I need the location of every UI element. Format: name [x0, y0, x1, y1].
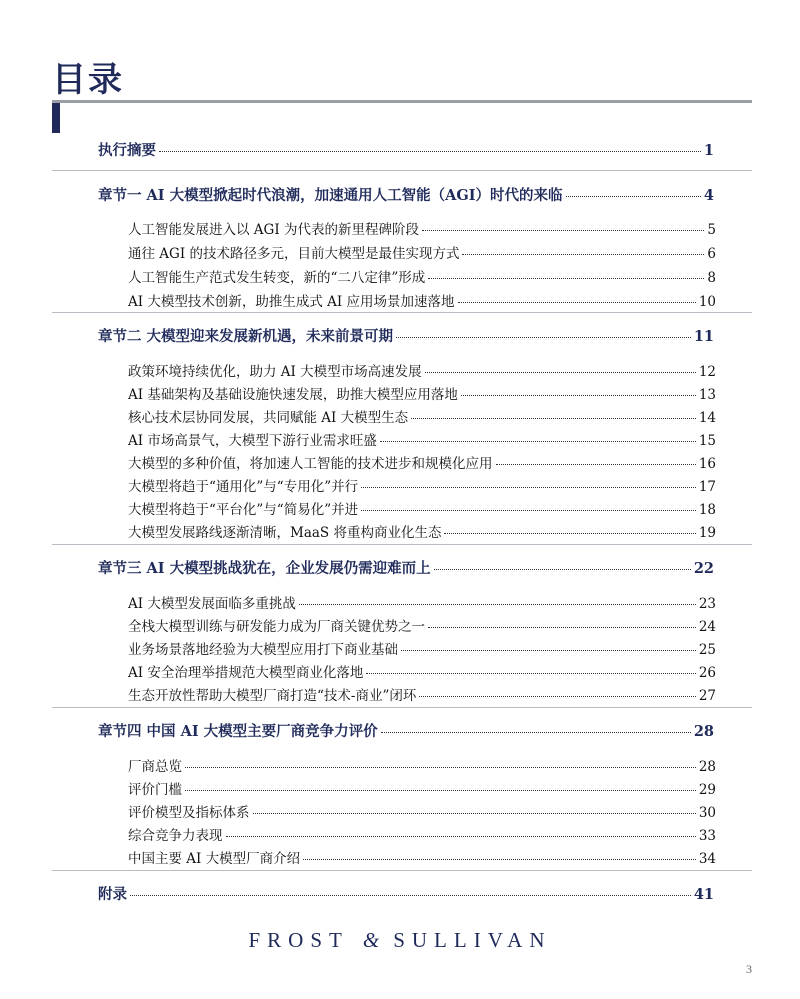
brand-ampersand: &	[362, 928, 380, 952]
toc-entry-page: 6	[707, 246, 716, 262]
dot-leader	[361, 487, 696, 488]
toc-entry[interactable]	[128, 755, 716, 775]
toc-entry-appendix[interactable]	[98, 883, 714, 904]
toc-entry-label: 厂商总览	[128, 759, 182, 775]
toc-entry-label: 通往 AGI 的技术路径多元，目前大模型是最佳实现方式	[128, 246, 460, 262]
toc-entry-chapter1[interactable]	[98, 184, 714, 205]
toc-entry-page: 16	[698, 456, 716, 472]
dot-leader	[401, 650, 696, 651]
toc-entry[interactable]	[128, 801, 716, 821]
dot-leader	[428, 627, 696, 628]
toc-entry-label: 章节一 AI 大模型掀起时代浪潮，加速通用人工智能（AGI）时代的来临	[98, 187, 563, 204]
dot-leader	[428, 278, 704, 279]
toc-entry-page: 11	[693, 328, 714, 345]
toc-entry-page: 23	[698, 596, 716, 612]
toc-entry-page: 13	[698, 387, 716, 403]
toc-entry-label: 章节二 大模型迎来发展新机遇，未来前景可期	[98, 328, 394, 345]
toc-entry-page: 4	[703, 187, 714, 204]
toc-entry-page: 33	[698, 828, 716, 844]
dot-leader	[185, 790, 696, 791]
brand-name-left: FROST	[248, 928, 349, 952]
dot-leader	[303, 859, 696, 860]
toc-entry-page: 19	[698, 525, 716, 541]
title-divider	[52, 100, 752, 103]
toc-entry[interactable]	[128, 242, 716, 262]
toc-entry-label: AI 安全治理举措规范大模型商业化落地	[128, 665, 364, 681]
brand-logo	[0, 928, 800, 953]
toc-entry-page: 15	[698, 433, 716, 449]
toc-entry-label: 综合竞争力表现	[128, 828, 223, 844]
dot-leader	[458, 302, 696, 303]
toc-entry-page: 28	[693, 723, 714, 740]
section-divider	[52, 170, 752, 171]
toc-entry-label: 大模型发展路线逐渐清晰，MaaS 将重构商业化生态	[128, 525, 442, 541]
dot-leader	[422, 230, 704, 231]
toc-entry[interactable]	[128, 429, 716, 449]
brand-name-right: SULLIVAN	[393, 928, 552, 952]
toc-entry[interactable]	[128, 475, 716, 495]
toc-entry-label: 章节三 AI 大模型挑战犹在，企业发展仍需迎难而上	[98, 560, 431, 577]
toc-entry[interactable]	[128, 452, 716, 472]
section-divider	[52, 707, 752, 708]
toc-entry-page: 22	[693, 560, 714, 577]
toc-entry[interactable]	[128, 661, 716, 681]
dot-leader	[434, 569, 691, 570]
toc-entry-label: 附录	[98, 886, 127, 903]
toc-entry[interactable]	[128, 638, 716, 658]
toc-entry[interactable]	[128, 778, 716, 798]
dot-leader	[366, 673, 695, 674]
toc-entry[interactable]	[128, 360, 716, 380]
toc-entry[interactable]	[128, 592, 716, 612]
dot-leader	[496, 464, 696, 465]
page-number: 3	[746, 962, 752, 976]
toc-entry-page: 5	[707, 222, 716, 238]
dot-leader	[381, 732, 691, 733]
toc-entry-page: 27	[698, 688, 716, 704]
toc-entry-label: 生态开放性帮助大模型厂商打造“技术-商业”闭环	[128, 688, 417, 704]
toc-entry-label: 核心技术层协同发展，共同赋能 AI 大模型生态	[128, 410, 409, 426]
toc-entry-page: 14	[698, 410, 716, 426]
dot-leader	[411, 418, 696, 419]
toc-entry[interactable]	[128, 406, 716, 426]
toc-entry[interactable]	[128, 498, 716, 518]
toc-entry[interactable]	[128, 383, 716, 403]
dot-leader	[130, 895, 691, 896]
dot-leader	[380, 441, 696, 442]
toc-entry-label: AI 大模型发展面临多重挑战	[128, 596, 296, 612]
dot-leader	[461, 395, 696, 396]
dot-leader	[425, 372, 696, 373]
dot-leader	[299, 604, 696, 605]
toc-entry-page: 1	[703, 142, 714, 159]
toc-entry[interactable]	[128, 684, 716, 704]
toc-entry-label: 大模型将趋于“通用化”与“专用化”并行	[128, 479, 359, 495]
toc-entry-label: 中国主要 AI 大模型厂商介绍	[128, 851, 301, 867]
dot-leader	[185, 767, 696, 768]
toc-entry-chapter3[interactable]	[98, 557, 714, 578]
toc-entry-label: AI 基础架构及基础设施快速发展，助推大模型应用落地	[128, 387, 458, 403]
toc-entry-page: 30	[698, 805, 716, 821]
toc-entry-page: 10	[698, 294, 716, 310]
toc-entry-page: 29	[698, 782, 716, 798]
dot-leader	[396, 337, 691, 338]
toc-entry-page: 26	[698, 665, 716, 681]
page-title: 目录	[52, 60, 124, 100]
toc-entry[interactable]	[128, 824, 716, 844]
toc-entry-label: 章节四 中国 AI 大模型主要厂商竞争力评价	[98, 723, 378, 740]
toc-entry-page: 12	[698, 364, 716, 380]
toc-entry-page: 25	[698, 642, 716, 658]
toc-entry-label: 评价门槛	[128, 782, 182, 798]
toc-entry-page: 17	[698, 479, 716, 495]
toc-entry-label: 大模型的多种价值，将加速人工智能的技术进步和规模化应用	[128, 456, 493, 472]
dot-leader	[462, 254, 704, 255]
dot-leader	[159, 151, 701, 152]
toc-entry-chapter2[interactable]	[98, 325, 714, 346]
dot-leader	[566, 196, 701, 197]
dot-leader	[444, 533, 695, 534]
toc-entry-page: 28	[698, 759, 716, 775]
toc-entry-label: 人工智能发展进入以 AGI 为代表的新里程碑阶段	[128, 222, 419, 238]
toc-entry[interactable]	[128, 521, 716, 541]
section-divider	[52, 312, 752, 313]
section-divider	[52, 544, 752, 545]
toc-entry-summary[interactable]	[98, 139, 714, 160]
dot-leader	[226, 836, 696, 837]
toc-entry-page: 24	[698, 619, 716, 635]
toc-entry-page: 34	[698, 851, 716, 867]
toc-entry[interactable]	[128, 615, 716, 635]
toc-entry-page: 18	[698, 502, 716, 518]
dot-leader	[361, 510, 696, 511]
toc-entry-label: 政策环境持续优化，助力 AI 大模型市场高速发展	[128, 364, 422, 380]
toc-entry-label: 业务场景落地经验为大模型应用打下商业基础	[128, 642, 398, 658]
toc-entry-label: AI 大模型技术创新，助推生成式 AI 应用场景加速落地	[128, 294, 455, 310]
toc-entry-label: 大模型将趋于“平台化”与“简易化”并进	[128, 502, 359, 518]
toc-entry-label: 人工智能生产范式发生转变，新的“二八定律”形成	[128, 270, 426, 286]
dot-leader	[419, 696, 695, 697]
title-accent-bar	[52, 103, 60, 133]
toc-entry-label: AI 市场高景气，大模型下游行业需求旺盛	[128, 433, 377, 449]
toc-entry-label: 全栈大模型训练与研发能力成为厂商关键优势之一	[128, 619, 425, 635]
toc-entry-page: 8	[707, 270, 716, 286]
toc-entry-chapter4[interactable]	[98, 720, 714, 741]
section-divider	[52, 870, 752, 871]
toc-entry-label: 评价模型及指标体系	[128, 805, 250, 821]
dot-leader	[253, 813, 696, 814]
toc-entry[interactable]	[128, 218, 716, 238]
toc-entry-label: 执行摘要	[98, 142, 156, 159]
toc-entry[interactable]	[128, 847, 716, 867]
toc-entry[interactable]	[128, 266, 716, 286]
toc-entry-page: 41	[693, 886, 714, 903]
toc-entry[interactable]	[128, 290, 716, 310]
